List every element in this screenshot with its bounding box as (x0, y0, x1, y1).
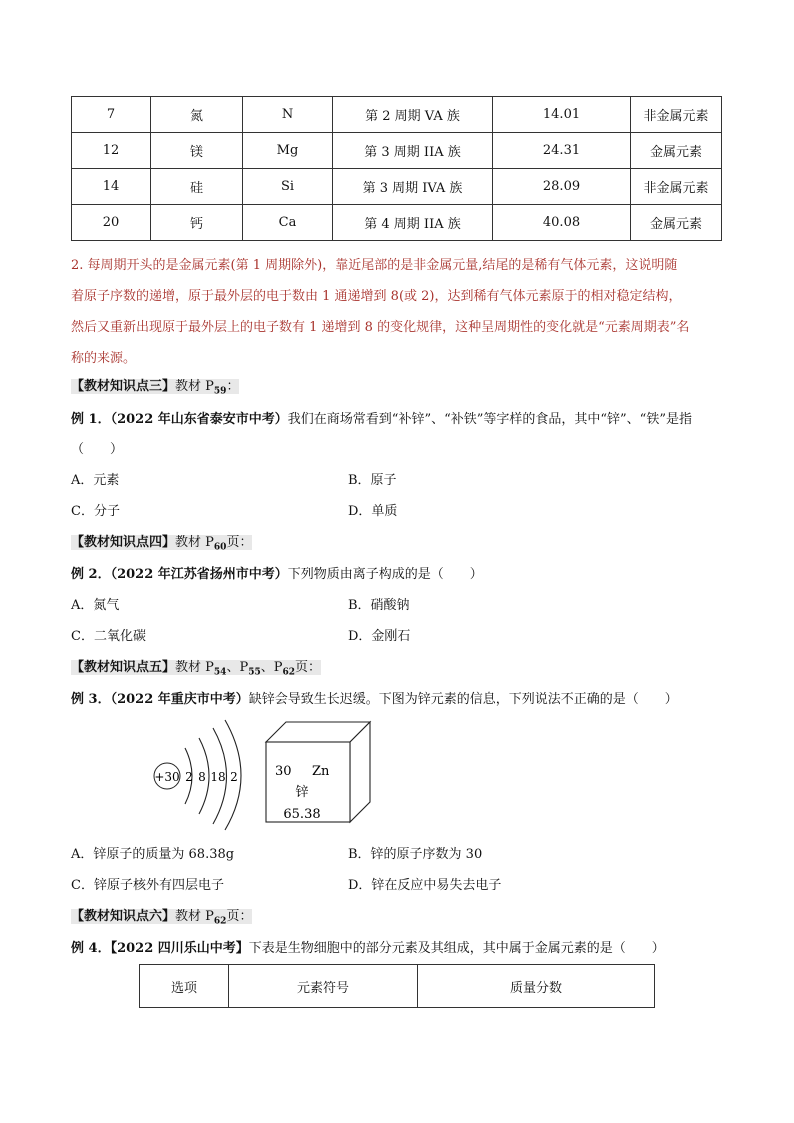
table-header: 元素符号 (229, 965, 418, 1008)
explanation-paragraph (71, 250, 731, 374)
kp-page: 教材 P (175, 379, 214, 394)
table-header: 质量分数 (418, 965, 655, 1008)
option-d: D．金刚石 (348, 629, 411, 644)
table-row (72, 97, 722, 133)
table-cell: 硅 (151, 169, 243, 205)
option-b: B．锌的原子序数为 30 (348, 847, 483, 862)
kp-page-sep: 、P (260, 660, 283, 675)
example-label: 例 1． (71, 412, 111, 427)
kp-page-sub: 55 (248, 667, 261, 678)
table-cell: 第 3 周期 IIA 族 (333, 133, 493, 169)
table-cell: 20 (72, 205, 151, 241)
kp-page: 教材 P (175, 535, 214, 550)
shell-electron-count: 18 (210, 770, 226, 784)
table-row (72, 169, 722, 205)
kp-tag: 【教材知识点五】 (71, 660, 176, 675)
example-source: （2022 年江苏省扬州市中考） (110, 567, 288, 582)
table-cell: 24.31 (493, 133, 631, 169)
table-cell: 非金属元素 (631, 97, 722, 133)
example-source: （2022 年重庆市中考） (110, 692, 249, 707)
answer-paren: （ ） (71, 442, 124, 457)
explanation-line: 着原子序数的递增，原于最外层的电于数由 1 通递增到 8(或 2)，达到稀有气体元素原于的相对稳定结构， (71, 289, 682, 304)
table-cell: 金属元素 (631, 133, 722, 169)
option-b: B．原子 (348, 473, 397, 488)
example-1-question (71, 410, 692, 430)
kp-page-sub: 54 (213, 667, 227, 678)
table-cell: N (243, 97, 333, 133)
element-composition-table (139, 964, 655, 1008)
element-symbol: Zn (312, 764, 330, 779)
shell-electron-count: 8 (198, 770, 206, 784)
table-cell: 非金属元素 (631, 169, 722, 205)
example-2-question (71, 565, 483, 585)
table-cell: 14.01 (493, 97, 631, 133)
kp-page-sub: 62 (213, 916, 227, 927)
example-4-question (71, 939, 665, 959)
shell-electron-count: 2 (230, 770, 238, 784)
knowledge-point-3 (71, 377, 239, 402)
option-b: B．硝酸钠 (348, 598, 410, 613)
element-table (71, 96, 722, 241)
kp-page-sub: 62 (282, 667, 295, 678)
kp-page-sub: 60 (213, 542, 227, 553)
zinc-atom-structure-diagram (145, 712, 255, 832)
option-d: D．单质 (348, 504, 398, 519)
table-cell: 40.08 (493, 205, 631, 241)
table-cell: Si (243, 169, 333, 205)
option-a: A．锌原子的质量为 68.38g (71, 847, 235, 862)
explanation-line: 称的来源。 (71, 351, 137, 366)
kp-page-sub: 59 (213, 386, 227, 397)
example-source: （2022 年山东省泰安市中考） (110, 412, 288, 427)
example-3-question (71, 690, 678, 710)
table-cell: 第 4 周期 IIA 族 (333, 205, 493, 241)
table-cell: 第 2 周期 VA 族 (333, 97, 493, 133)
table-cell: 镁 (151, 133, 243, 169)
example-label: 例 3． (71, 692, 111, 707)
option-a: A．元素 (71, 473, 120, 488)
kp-tag: 【教材知识点四】 (71, 535, 176, 550)
option-d: D．锌在反应中易失去电子 (348, 878, 502, 893)
knowledge-point-4 (71, 533, 252, 558)
kp-suffix: 页： (226, 909, 253, 924)
table-cell: 12 (72, 133, 151, 169)
table-cell: 金属元素 (631, 205, 722, 241)
table-cell: 钙 (151, 205, 243, 241)
table-cell: Mg (243, 133, 333, 169)
explanation-line: 2. 每周期开头的是金属元素(第 1 周期除外)，靠近尾部的是非金属元量,结尾的是稀有气体元素，这说明随 (71, 258, 678, 273)
table-cell: 7 (72, 97, 151, 133)
option-c: C．分子 (71, 504, 120, 519)
table-cell: Ca (243, 205, 333, 241)
table-cell: 14 (72, 169, 151, 205)
kp-page: 教材 P (175, 660, 214, 675)
kp-suffix: 页： (226, 535, 253, 550)
atomic-mass: 65.38 (283, 807, 321, 822)
zinc-element-cube (262, 718, 378, 828)
table-row (72, 133, 722, 169)
kp-suffix: 页： (295, 660, 322, 675)
knowledge-point-6 (71, 907, 252, 932)
table-row (72, 205, 722, 241)
table-cell: 第 3 周期 IVA 族 (333, 169, 493, 205)
table-cell: 氮 (151, 97, 243, 133)
table-header: 选项 (140, 965, 229, 1008)
option-a: A．氮气 (71, 598, 120, 613)
kp-tag: 【教材知识点三】 (71, 379, 176, 394)
example-source: 【2022 四川乐山中考】 (110, 941, 249, 956)
example-label: 例 2． (71, 567, 111, 582)
example-label: 例 4． (71, 941, 111, 956)
option-c: C．锌原子核外有四层电子 (71, 878, 224, 893)
example-question: 下表是生物细胞中的部分元素及其组成，其中属于金属元素的是（ ） (248, 941, 665, 956)
kp-suffix: ： (226, 379, 240, 394)
kp-tag: 【教材知识点六】 (71, 909, 176, 924)
element-name: 锌 (295, 785, 309, 800)
shell-electron-count: 2 (185, 770, 193, 784)
table-cell: 28.09 (493, 169, 631, 205)
nucleus-charge: +30 (154, 770, 180, 784)
knowledge-point-5 (71, 658, 321, 683)
kp-page: 教材 P (175, 909, 214, 924)
atomic-number: 30 (275, 764, 292, 779)
example-question: 我们在商场常看到“补锌”、“补铁”等字样的食品，其中“锌”、“铁”是指 (287, 412, 692, 427)
option-c: C．二氧化碳 (71, 629, 146, 644)
example-question: 下列物质由离子构成的是（ ） (287, 567, 483, 582)
kp-page-sep: 、P (226, 660, 249, 675)
explanation-line: 然后又重新出现原于最外层上的电子数有 1 递增到 8 的变化规律，这种呈周期性的变化就是“元素周期表”名 (71, 320, 690, 335)
example-question: 缺锌会导致生长迟缓。下图为锌元素的信息，下列说法不正确的是（ ） (248, 692, 678, 707)
